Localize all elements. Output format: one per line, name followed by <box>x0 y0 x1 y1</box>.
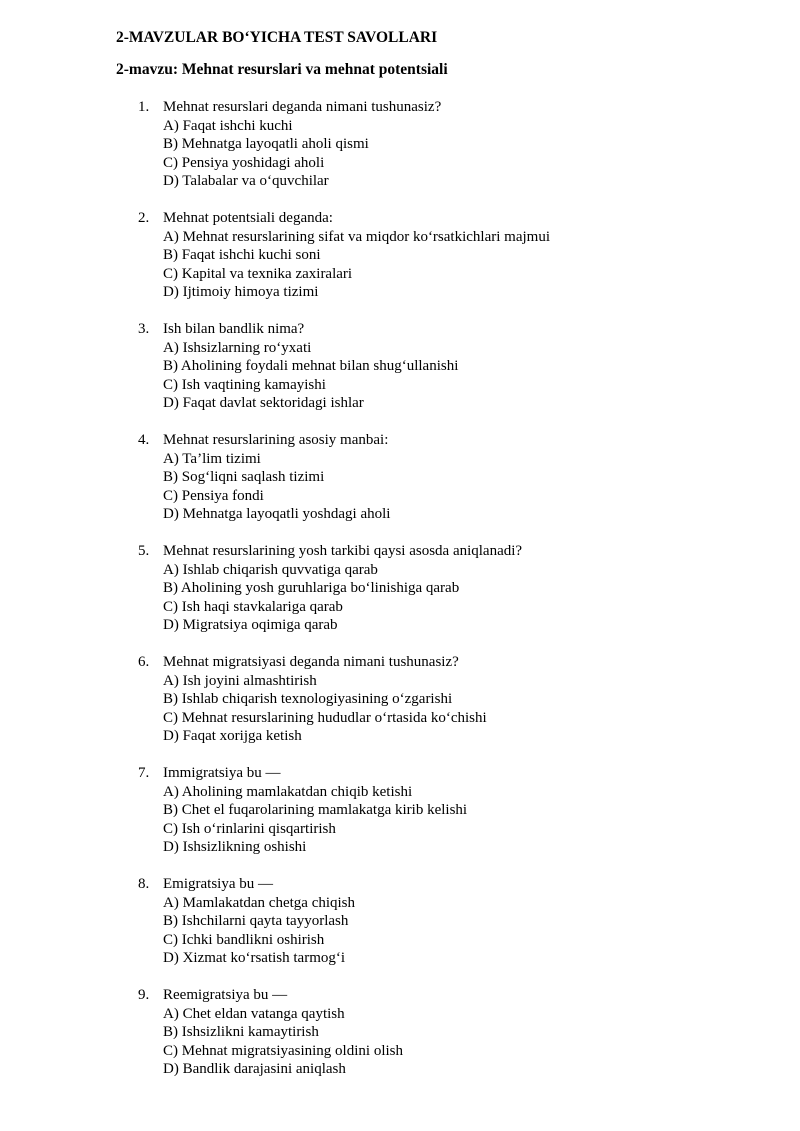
answer-option-b: B) Ishsizlikni kamaytirish <box>163 1024 319 1040</box>
question-number: 2. <box>138 210 150 226</box>
answer-option-a: A) Mamlakatdan chetga chiqish <box>163 894 356 911</box>
question-number: 1. <box>138 99 150 115</box>
topic-heading: 2-mavzu: Mehnat resurslari va mehnat potentsiali <box>116 61 448 78</box>
question-item <box>0 764 800 857</box>
question-item <box>0 431 800 524</box>
question-text: Mehnat potentsiali deganda: <box>163 210 333 226</box>
answer-option-a: A) Ta’lim tizimi <box>163 450 261 467</box>
answer-option-d: D) Migratsiya oqimiga qarab <box>163 617 338 633</box>
answer-option-b: B) Chet el fuqarolarining mamlakatga kirib kelishi <box>163 802 468 818</box>
question-item <box>0 542 800 635</box>
answer-option-d: D) Ijtimoiy himoya tizimi <box>163 284 319 300</box>
answer-option-b: B) Ishlab chiqarish texnologiyasining o‘zgarishi <box>163 691 453 707</box>
answer-option-c: C) Pensiya fondi <box>163 487 264 504</box>
document-title: 2-MAVZULAR BO‘YICHA TEST SAVOLLARI <box>116 29 438 46</box>
question-item <box>0 209 800 302</box>
answer-option-d: D) Bandlik darajasini aniqlash <box>163 1061 346 1077</box>
answer-option-a: A) Chet eldan vatanga qaytish <box>163 1005 345 1022</box>
answer-option-c: C) Kapital va texnika zaxiralari <box>163 265 353 282</box>
question-number: 5. <box>138 543 150 559</box>
answer-option-d: D) Ishsizlikning oshishi <box>163 839 307 855</box>
answer-option-c: C) Pensiya yoshidagi aholi <box>163 154 325 171</box>
answer-option-b: B) Aholining yosh guruhlariga bo‘linishiga qarab <box>163 580 460 596</box>
answer-option-d: D) Talabalar va o‘quvchilar <box>163 173 329 189</box>
answer-option-a: A) Aholining mamlakatdan chiqib ketishi <box>163 783 413 800</box>
answer-option-b: B) Mehnatga layoqatli aholi qismi <box>163 136 369 152</box>
answer-option-c: C) Ish haqi stavkalariga qarab <box>163 598 343 615</box>
answer-option-d: D) Mehnatga layoqatli yoshdagi aholi <box>163 506 391 522</box>
question-number: 4. <box>138 432 150 448</box>
question-text: Mehnat resurslarining yosh tarkibi qaysi asosda aniqlanadi? <box>163 543 523 559</box>
answer-option-b: B) Ishchilarni qayta tayyorlash <box>163 913 349 929</box>
question-text: Mehnat resurslari deganda nimani tushunasiz? <box>163 99 442 115</box>
answer-option-d: D) Faqat davlat sektoridagi ishlar <box>163 395 364 411</box>
question-text: Mehnat migratsiyasi deganda nimani tushunasiz? <box>163 654 459 670</box>
answer-option-d: D) Xizmat ko‘rsatish tarmog‘i <box>163 950 346 966</box>
question-number: 8. <box>138 876 150 892</box>
answer-option-b: B) Sog‘liqni saqlash tizimi <box>163 469 325 485</box>
answer-option-b: B) Faqat ishchi kuchi soni <box>163 247 321 263</box>
question-item <box>0 320 800 413</box>
question-list <box>0 98 800 1097</box>
question-number: 9. <box>138 987 150 1003</box>
question-item <box>0 653 800 746</box>
answer-option-b: B) Aholining foydali mehnat bilan shug‘ullanishi <box>163 358 459 374</box>
answer-option-c: C) Ish vaqtining kamayishi <box>163 376 326 393</box>
answer-option-c: C) Ichki bandlikni oshirish <box>163 931 325 948</box>
question-text: Reemigratsiya bu — <box>163 987 288 1003</box>
answer-option-a: A) Faqat ishchi kuchi <box>163 117 293 134</box>
question-text: Immigratsiya bu — <box>163 765 281 781</box>
question-item <box>0 98 800 191</box>
answer-option-a: A) Ishsizlarning ro‘yxati <box>163 339 312 356</box>
question-text: Mehnat resurslarining asosiy manbai: <box>163 432 389 448</box>
question-item <box>0 875 800 968</box>
question-item <box>0 986 800 1079</box>
question-number: 7. <box>138 765 150 781</box>
question-number: 3. <box>138 321 150 337</box>
answer-option-a: A) Mehnat resurslarining sifat va miqdor ko‘rsatkichlari majmui <box>163 228 550 245</box>
answer-option-a: A) Ishlab chiqarish quvvatiga qarab <box>163 561 378 578</box>
question-text: Emigratsiya bu — <box>163 876 273 892</box>
answer-option-c: C) Mehnat migratsiyasining oldini olish <box>163 1042 403 1059</box>
answer-option-c: C) Ish o‘rinlarini qisqartirish <box>163 820 336 837</box>
answer-option-a: A) Ish joyini almashtirish <box>163 672 317 689</box>
question-text: Ish bilan bandlik nima? <box>163 321 305 337</box>
question-number: 6. <box>138 654 150 670</box>
answer-option-c: C) Mehnat resurslarining hududlar o‘rtasida ko‘chishi <box>163 709 487 726</box>
answer-option-d: D) Faqat xorijga ketish <box>163 728 302 744</box>
